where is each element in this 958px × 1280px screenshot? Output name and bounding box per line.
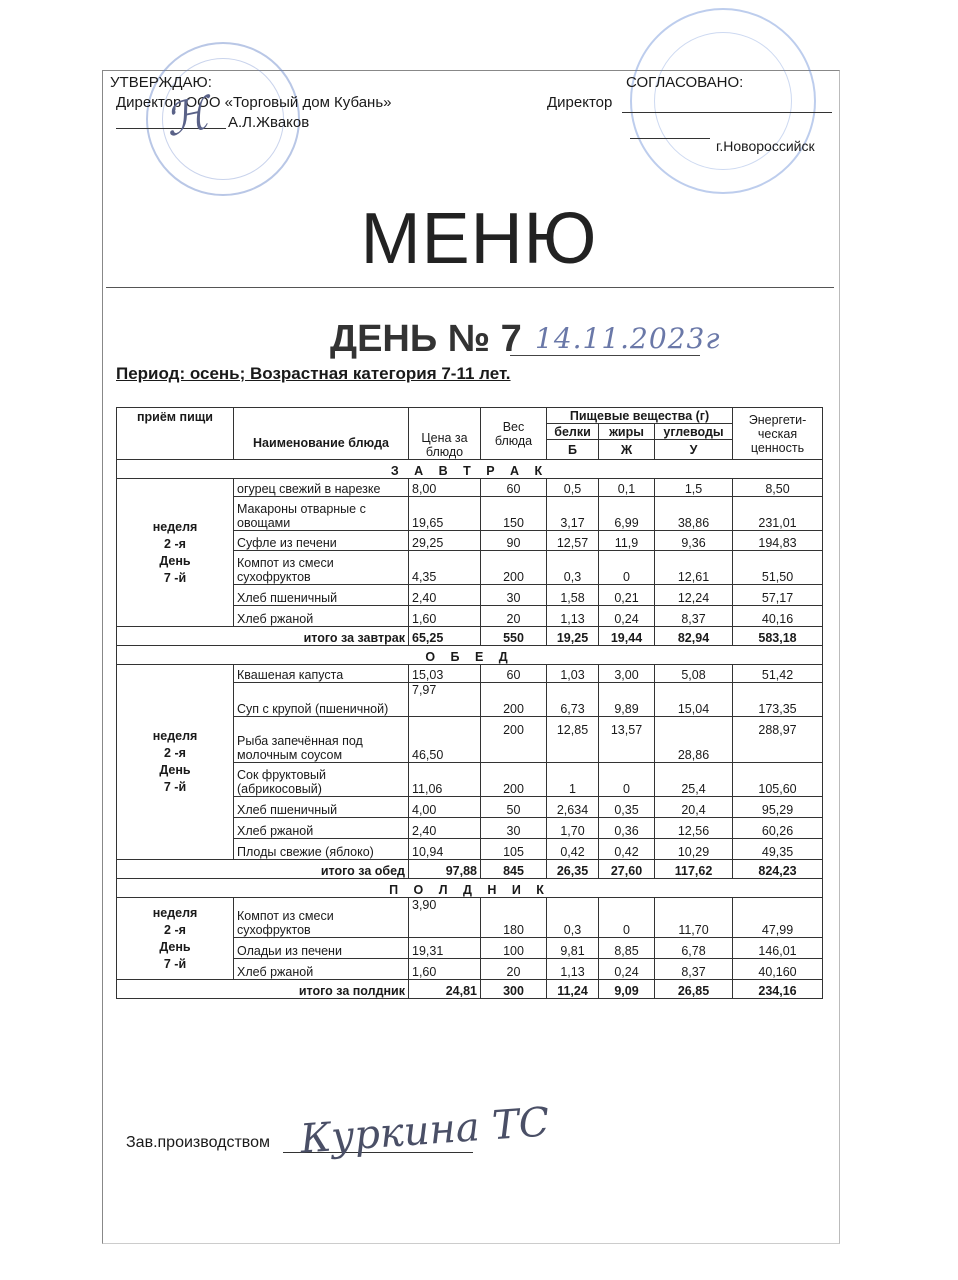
dish-fat: 3,00 xyxy=(599,665,655,683)
dish-weight: 200 xyxy=(481,683,547,717)
dish-carbs: 12,61 xyxy=(655,551,733,585)
dish-name: Компот из смеси сухофруктов xyxy=(234,551,409,585)
approve-label: УТВЕРЖДАЮ: xyxy=(110,74,212,91)
dish-energy: 49,35 xyxy=(733,839,823,860)
dish-fat: 0 xyxy=(599,551,655,585)
header-dish: Наименование блюда xyxy=(234,408,409,460)
dish-energy: 146,01 xyxy=(733,938,823,959)
dish-fat: 0,24 xyxy=(599,959,655,980)
dish-name: Хлеб ржаной xyxy=(234,606,409,627)
dish-carbs: 38,86 xyxy=(655,497,733,531)
header-zh: Ж xyxy=(599,440,655,460)
section-snack-title: П О Л Д Н И К xyxy=(117,879,823,898)
total-fat: 27,60 xyxy=(599,860,655,879)
dish-carbs: 11,70 xyxy=(655,898,733,938)
dish-name: Хлеб пшеничный xyxy=(234,585,409,606)
table-row xyxy=(117,479,823,497)
dish-protein: 6,73 xyxy=(547,683,599,717)
dish-name: Хлеб ржаной xyxy=(234,959,409,980)
header-weight: Вес блюда xyxy=(481,408,547,460)
dish-price: 4,00 xyxy=(409,797,481,818)
dish-carbs: 12,56 xyxy=(655,818,733,839)
total-energy: 234,16 xyxy=(733,980,823,999)
total-label: итого за полдник xyxy=(117,980,409,999)
dish-carbs: 8,37 xyxy=(655,606,733,627)
dish-price: 15,03 xyxy=(409,665,481,683)
dish-price: 29,25 xyxy=(409,531,481,551)
dish-energy: 40,160 xyxy=(733,959,823,980)
dish-protein: 1 xyxy=(547,763,599,797)
dish-energy: 51,50 xyxy=(733,551,823,585)
dish-price: 4,35 xyxy=(409,551,481,585)
day-label: ДЕНЬ № 7 xyxy=(330,318,522,360)
dish-weight: 30 xyxy=(481,585,547,606)
dish-carbs: 10,29 xyxy=(655,839,733,860)
dish-name: Компот из смеси сухофруктов xyxy=(234,898,409,938)
dish-carbs: 28,86 xyxy=(655,717,733,763)
lunch-total-row xyxy=(117,860,823,879)
dish-price: 19,31 xyxy=(409,938,481,959)
menu-table xyxy=(116,407,823,999)
dish-protein: 0,3 xyxy=(547,898,599,938)
section-lunch-title: О Б Е Д xyxy=(117,646,823,665)
dish-carbs: 12,24 xyxy=(655,585,733,606)
dish-fat: 0 xyxy=(599,763,655,797)
dish-fat: 0,35 xyxy=(599,797,655,818)
total-fat: 9,09 xyxy=(599,980,655,999)
breakfast-group-label: неделя 2 -я День 7 -й xyxy=(117,479,234,627)
total-energy: 824,23 xyxy=(733,860,823,879)
dish-weight: 60 xyxy=(481,479,547,497)
dish-name: Оладьи из печени xyxy=(234,938,409,959)
dish-energy: 288,97 xyxy=(733,717,823,763)
director-signature-mark: ℋ xyxy=(160,88,214,147)
table-row xyxy=(117,665,823,683)
dish-fat: 11,9 xyxy=(599,531,655,551)
header-protein: белки xyxy=(547,424,599,440)
dish-energy: 95,29 xyxy=(733,797,823,818)
dish-fat: 6,99 xyxy=(599,497,655,531)
total-protein: 26,35 xyxy=(547,860,599,879)
dish-protein: 0,5 xyxy=(547,479,599,497)
dish-price: 7,97 xyxy=(409,683,481,717)
dish-protein: 9,81 xyxy=(547,938,599,959)
total-label: итого за завтрак xyxy=(117,627,409,646)
dish-protein: 0,3 xyxy=(547,551,599,585)
total-carbs: 82,94 xyxy=(655,627,733,646)
director-label: Директор xyxy=(547,94,613,111)
dish-energy: 51,42 xyxy=(733,665,823,683)
dish-carbs: 9,36 xyxy=(655,531,733,551)
dish-price: 8,00 xyxy=(409,479,481,497)
dish-fat: 0,24 xyxy=(599,606,655,627)
document-title: МЕНЮ xyxy=(360,199,598,279)
dish-name: Квашеная капуста xyxy=(234,665,409,683)
date-underline xyxy=(510,355,700,356)
agreed-signature-line-2 xyxy=(630,138,710,139)
header-fat: жиры xyxy=(599,424,655,440)
dish-fat: 0,1 xyxy=(599,479,655,497)
dish-weight: 150 xyxy=(481,497,547,531)
dish-carbs: 8,37 xyxy=(655,959,733,980)
dish-price: 11,06 xyxy=(409,763,481,797)
dish-fat: 9,89 xyxy=(599,683,655,717)
dish-protein: 12,57 xyxy=(547,531,599,551)
dish-weight: 20 xyxy=(481,606,547,627)
dish-protein: 1,70 xyxy=(547,818,599,839)
dish-weight: 60 xyxy=(481,665,547,683)
dish-energy: 60,26 xyxy=(733,818,823,839)
dish-protein: 1,03 xyxy=(547,665,599,683)
dish-protein: 12,85 xyxy=(547,717,599,763)
dish-name: Макароны отварные с овощами xyxy=(234,497,409,531)
dish-protein: 1,58 xyxy=(547,585,599,606)
total-protein: 11,24 xyxy=(547,980,599,999)
agreed-signature-line xyxy=(622,112,832,113)
header-meal: приём пищи xyxy=(117,408,234,460)
dish-fat: 0 xyxy=(599,898,655,938)
dish-price: 1,60 xyxy=(409,606,481,627)
dish-weight: 200 xyxy=(481,717,547,763)
total-price: 24,81 xyxy=(409,980,481,999)
breakfast-total-row xyxy=(117,627,823,646)
footer-signature: Куркина ТС xyxy=(298,1099,551,1163)
dish-price: 46,50 xyxy=(409,717,481,763)
dish-fat: 0,42 xyxy=(599,839,655,860)
total-energy: 583,18 xyxy=(733,627,823,646)
dish-carbs: 15,04 xyxy=(655,683,733,717)
dish-name: Рыба запечённая под молочным соусом xyxy=(234,717,409,763)
dish-weight: 200 xyxy=(481,763,547,797)
total-weight: 550 xyxy=(481,627,547,646)
dish-name: Хлеб ржаной xyxy=(234,818,409,839)
lunch-group-label: неделя 2 -я День 7 -й xyxy=(117,665,234,860)
dish-weight: 90 xyxy=(481,531,547,551)
dish-protein: 0,42 xyxy=(547,839,599,860)
header-u: У xyxy=(655,440,733,460)
dish-weight: 180 xyxy=(481,898,547,938)
header-price: Цена за блюдо xyxy=(409,408,481,460)
header-carbs: углеводы xyxy=(655,424,733,440)
dish-weight: 50 xyxy=(481,797,547,818)
total-label: итого за обед xyxy=(117,860,409,879)
dish-energy: 47,99 xyxy=(733,898,823,938)
dish-fat: 0,21 xyxy=(599,585,655,606)
total-price: 97,88 xyxy=(409,860,481,879)
dish-carbs: 1,5 xyxy=(655,479,733,497)
dish-fat: 0,36 xyxy=(599,818,655,839)
header-energy: Энергети-ческая ценность xyxy=(733,408,823,460)
footer-label: Зав.производством xyxy=(126,1134,270,1151)
dish-name: огурец свежий в нарезке xyxy=(234,479,409,497)
dish-energy: 105,60 xyxy=(733,763,823,797)
total-protein: 19,25 xyxy=(547,627,599,646)
handwritten-date: 14.11.2023г xyxy=(535,322,721,355)
dish-name: Суфле из печени xyxy=(234,531,409,551)
title-divider xyxy=(106,287,834,288)
dish-price: 3,90 xyxy=(409,898,481,938)
header-b: Б xyxy=(547,440,599,460)
dish-fat: 13,57 xyxy=(599,717,655,763)
total-carbs: 26,85 xyxy=(655,980,733,999)
dish-energy: 231,01 xyxy=(733,497,823,531)
dish-weight: 105 xyxy=(481,839,547,860)
dish-energy: 40,16 xyxy=(733,606,823,627)
dish-energy: 173,35 xyxy=(733,683,823,717)
dish-carbs: 20,4 xyxy=(655,797,733,818)
dish-carbs: 6,78 xyxy=(655,938,733,959)
dish-price: 1,60 xyxy=(409,959,481,980)
period-line: Период: осень; Возрастная категория 7-11 лет. xyxy=(116,364,511,383)
dish-name: Суп с крупой (пшеничной) xyxy=(234,683,409,717)
header-nutrients: Пищевые вещества (г) xyxy=(547,408,733,424)
dish-weight: 100 xyxy=(481,938,547,959)
dish-weight: 200 xyxy=(481,551,547,585)
company-stamp-right xyxy=(630,8,816,194)
dish-protein: 1,13 xyxy=(547,959,599,980)
section-breakfast-title: З А В Т Р А К xyxy=(117,460,823,479)
dish-energy: 8,50 xyxy=(733,479,823,497)
dish-weight: 20 xyxy=(481,959,547,980)
dish-energy: 194,83 xyxy=(733,531,823,551)
total-carbs: 117,62 xyxy=(655,860,733,879)
dish-price: 19,65 xyxy=(409,497,481,531)
dish-protein: 2,634 xyxy=(547,797,599,818)
dish-price: 2,40 xyxy=(409,585,481,606)
dish-price: 2,40 xyxy=(409,818,481,839)
snack-total-row xyxy=(117,980,823,999)
total-fat: 19,44 xyxy=(599,627,655,646)
dish-weight: 30 xyxy=(481,818,547,839)
dish-protein: 3,17 xyxy=(547,497,599,531)
snack-group-label: неделя 2 -я День 7 -й xyxy=(117,898,234,980)
director-name: А.Л.Жваков xyxy=(228,114,310,131)
director-org: Директор ООО «Торговый дом Кубань» xyxy=(116,94,392,111)
dish-protein: 1,13 xyxy=(547,606,599,627)
dish-price: 10,94 xyxy=(409,839,481,860)
dish-fat: 8,85 xyxy=(599,938,655,959)
total-weight: 845 xyxy=(481,860,547,879)
dish-energy: 57,17 xyxy=(733,585,823,606)
dish-name: Сок фруктовый (абрикосовый) xyxy=(234,763,409,797)
dish-carbs: 25,4 xyxy=(655,763,733,797)
table-row xyxy=(117,898,823,938)
total-weight: 300 xyxy=(481,980,547,999)
dish-name: Плоды свежие (яблоко) xyxy=(234,839,409,860)
dish-name: Хлеб пшеничный xyxy=(234,797,409,818)
agreed-label: СОГЛАСОВАНО: xyxy=(626,74,744,91)
dish-carbs: 5,08 xyxy=(655,665,733,683)
total-price: 65,25 xyxy=(409,627,481,646)
city-label: г.Новороссийск xyxy=(716,138,815,154)
